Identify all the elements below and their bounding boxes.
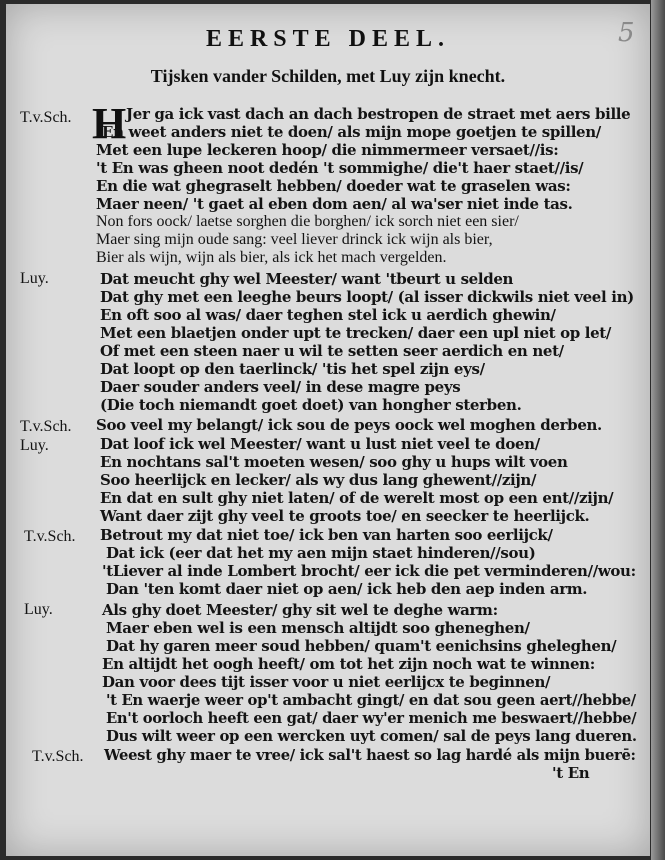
verse-line: 't En waerje weer op't ambacht gingt/ en dat sou geen aert//hebbe/ [106,691,636,709]
verse-line: En altijdt het oogh heeft/ om tot het zijn noch wat te winnen: [102,655,595,673]
speaker-label: T.v.Sch. [24,528,76,545]
verse-line: Dat meucht ghy wel Meester/ want 'tbeurt u selden [100,270,514,288]
verse-line: Dat ick (eer dat het my aen mijn staet hinderen//sou) [106,544,536,562]
verse-line: 't En was gheen noot dedén 't sommighe/ die't haer staet//is/ [96,159,584,177]
verse-line: Non fors oock/ laetse sorghen die borghen/ ick sorch niet een sier/ [96,213,519,230]
speaker-label: T.v.Sch. [32,748,84,765]
verse-line: En oft soo al was/ daer teghen stel ick u aerdich ghewin/ [100,306,556,324]
verse-line: Dat loopt op den taerlinck/ 'tis het spel zijn eys/ [100,360,485,378]
verse-line: Dan voor dees tijt isser voor u niet eerlijcx te beginnen/ [102,673,551,691]
verse-line: Maer eben wel is een mensch altijdt soo gheneghen/ [106,619,530,637]
verse-line: Of met een steen naer u wil te setten seer aerdich en net/ [100,342,564,360]
verse-line: 't En [552,764,590,782]
verse-line: Jer ga ick vast dach an dach bestropen de straet met aers bille [126,105,631,123]
speaker-label: T.v.Sch. [20,109,72,126]
verse-line: Als ghy doet Meester/ ghy sit wel te deghe warm: [102,601,498,619]
verse-line: En weet anders niet te doen/ als mijn mope goetjen te spillen/ [102,123,601,141]
verse-line: Weest ghy maer te vree/ ick sal't haest so lag hardé als mijn buerē: [104,746,636,764]
speaker-label: Luy. [20,270,49,287]
drop-capital: H [92,99,127,148]
verse-line: En die wat ghegraselt hebben/ doeder wat te graselen was: [96,177,571,195]
verse-line: En nochtans sal't moeten wesen/ soo ghy u hups wilt voen [100,453,568,471]
page-edge [651,0,665,860]
verse-line: Betrout my dat niet toe/ ick ben van harten soo eerlijck/ [100,526,553,544]
verse-line: Met een lupe leckeren hoop/ die nimmermeer versaet//is: [96,141,559,159]
verse-line: Maer neen/ 't gaet al eben dom aen/ al wa'ser niet inde tas. [96,195,573,213]
part-heading: EERSTE DEEL. [205,26,451,52]
verse-line: Dan 'ten komt daer niet op aen/ ick heb den aep inden arm. [106,580,588,598]
verse-line: Dat ghy met een leeghe beurs loopt/ (al isser dickwils niet veel in) [100,288,634,306]
book-page [6,4,650,856]
verse-line: Met een blaetjen onder upt te trecken/ daer een upl niet op let/ [100,324,612,342]
verse-line: Bier als wijn, wijn als bier, als ick het mach vergelden. [96,249,447,266]
verse-line: Maer sing mijn oude sang: veel liever drinck ick wijn als bier, [96,231,493,248]
verse-line: Soo heerlijck en lecker/ als wy dus lang ghewent//zijn/ [100,471,537,489]
speaker-label: T.v.Sch. [20,418,72,435]
folio-number: 5 [618,18,635,48]
verse-line: Dat hy garen meer soud hebben/ quam't eenichsins gheleghen/ [106,637,617,655]
verse-line: En't oorloch heeft een gat/ daer wy'er menich me beswaert//hebbe/ [106,709,637,727]
verse-line: Dat loof ick wel Meester/ want u lust niet veel te doen/ [100,435,540,453]
speaker-label: Luy. [20,437,49,454]
scene-subtitle: Tijsken vander Schilden, met Luy zijn knecht. [150,66,506,86]
verse-line: Daer souder anders veel/ in dese magre peys [100,378,461,396]
speaker-label: Luy. [24,601,53,618]
verse-line: (Die toch niemandt goet doet) van hongher sterben. [100,396,522,414]
verse-line: Dus wilt weer op een wercken uyt comen/ sal de peys lang dueren. [106,727,637,745]
verse-line: 'tLiever al inde Lombert brocht/ eer ick die pet verminderen//wou: [102,562,636,580]
verse-line: En dat en sult ghy niet laten/ of de werelt most op een ent//zijn/ [100,489,614,507]
verse-line: Want daer zijt ghy veel te groots toe/ en seecker te heerlijck. [100,507,590,525]
verse-line: Soo veel my belangt/ ick sou de peys oock wel moghen derben. [96,416,602,434]
